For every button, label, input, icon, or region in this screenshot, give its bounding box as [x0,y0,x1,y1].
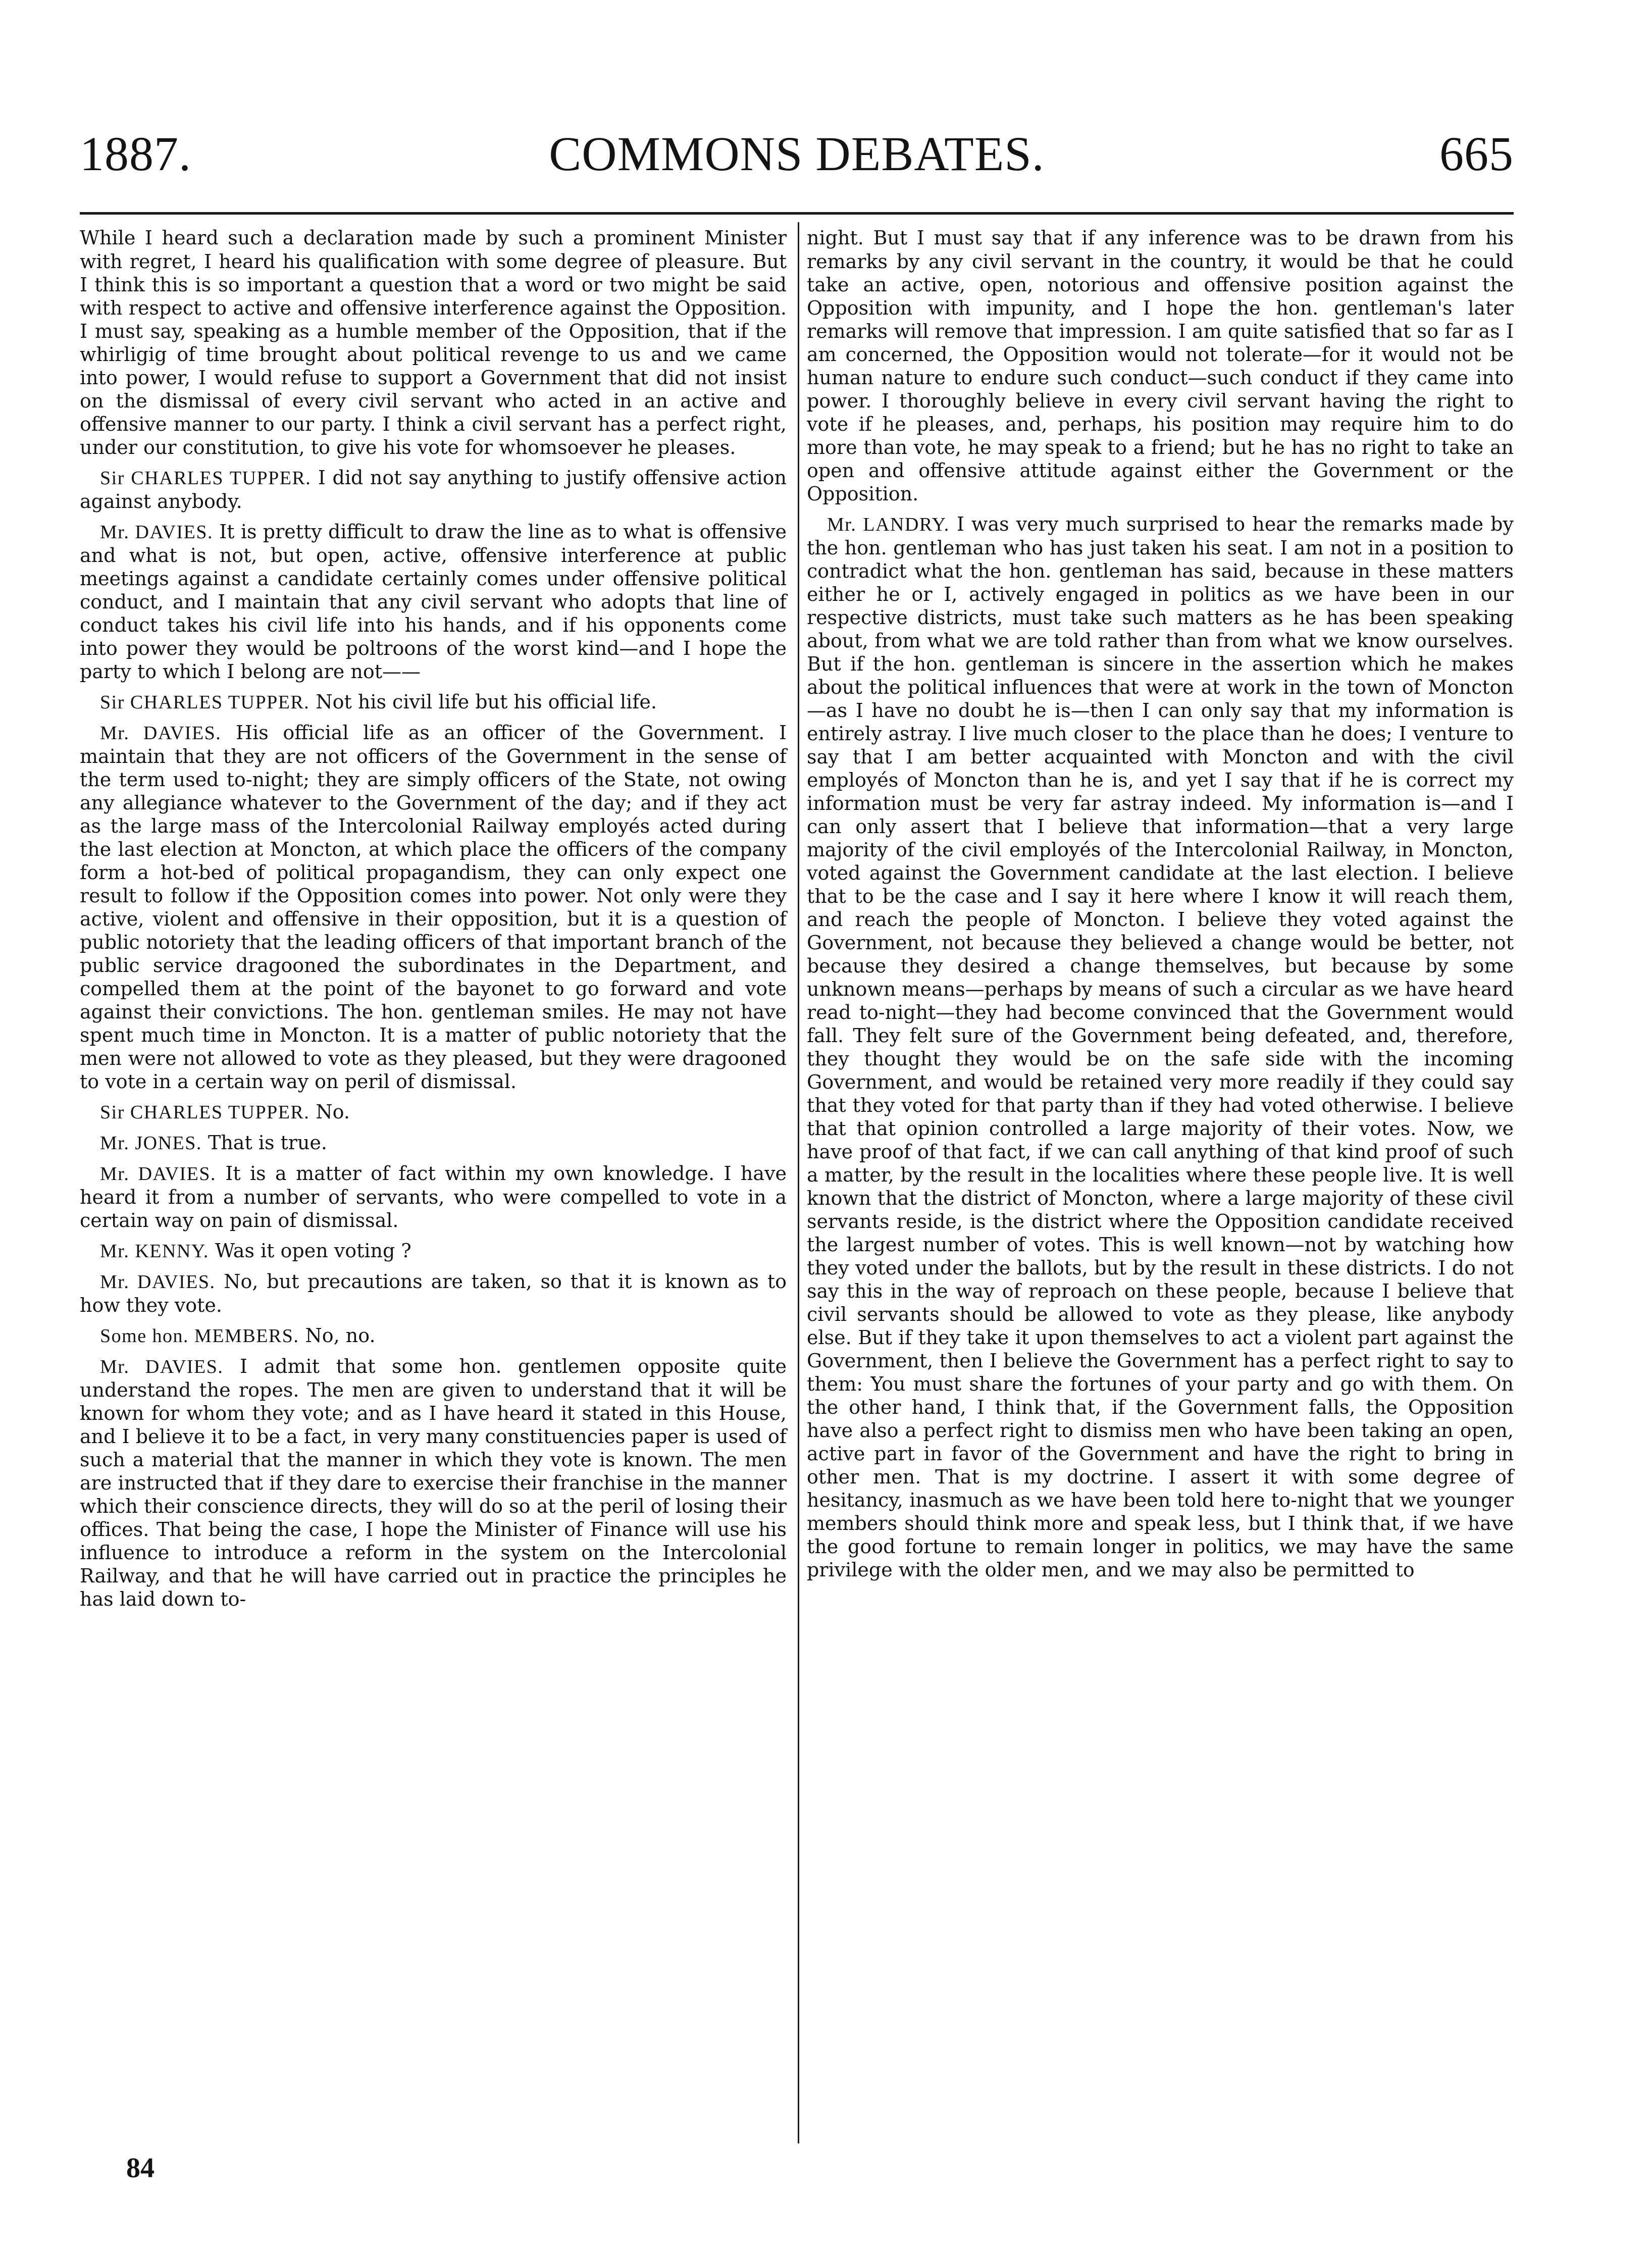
speaker-name: Mr. DAVIES. [100,1271,216,1293]
right-column [807,226,1514,1588]
paragraph [807,512,1514,1581]
speaker-name: Mr. LANDRY. [827,514,950,535]
speech-text: I admit that some hon. gentlemen opposite quite understand the ropes. The men are given to understand that it will be known for whom they vote; and as I have heard it stated in this House, and I believe it to be a fact, in very many constituencies paper is used of such a material that the manner in which they vote is known. The men are instructed that if they dare to exercise their franchise in the manner which their conscience directs, they will do so at the peril of losing their offices. That being the case, I hope the Minister of Finance will use his influence to introduce a reform in the system on the Intercolonial Railway, and that he will have carried out in practice the principles he has laid down to- [80,1355,787,1610]
header-title: COMMONS DEBATES. [549,127,1045,181]
paragraph [807,226,1514,505]
speech-text: It is pretty difficult to draw the line as to what is offensive and what is not, but open, active, offensive interference at public meetings against a candidate certainly comes under offensive political conduct, and I maintain that any civil servant who adopts that line of conduct takes his civil life into his hands, and if his opponents come into power they would be poltroons of the worst kind—and I hope the party to which I belong are not—— [80,521,787,683]
signature-mark: 84 [126,2152,154,2184]
column-divider [798,222,799,2143]
speaker-name: Mr. DAVIES. [100,522,213,543]
speaker-name: Some hon. MEMBERS. [100,1325,299,1347]
paragraph [80,466,787,513]
speaker-name: Mr. DAVIES. [100,723,222,744]
speech-text: While I heard such a declaration made by such a prominent Minister with regret, I heard his qualification with some degree of pleasure. But I think this is so important a question that a word or two might be said with respect to active and offensive interference against the Opposition. I must say, speaking as a humble member of the Opposition, that if the whirligig of time brought about political revenge to us and we came into power, I would refuse to support a Government that did not insist on the dismissal of every civil servant who acted in an active and offensive manner to our party. I think a civil servant has a perfect right, under our constitution, to give his vote for whomsoever he pleases. [80,227,787,458]
speech-text: I was very much surprised to hear the remarks made by the hon. gentleman who has just taken his seat. I am not in a position to contradict what the hon. gentleman has said, because in these matters either he or I, actively engaged in politics as we have been in our respective districts, must take such matters as he has been speaking about, from what we are told rather than from what we know ourselves. But if the hon. gentleman is sincere in the assertion which he makes about the political influences that were at work in the town of Moncton—as I have no doubt he is—then I can only say that my information is entirely astray. I live much closer to the place than he does; I venture to say that I am better acquainted with Moncton and with the civil employés of Moncton than he is, and yet I say that if he is correct my information must be very far astray indeed. My information is—and I can only assert that I believe that information—that a very large majority of the civil employés of the Intercolonial Railway, in Moncton, voted against the Government candidate at the last election. I believe that to be the case and I say it here where I know it will reach them, and reach the people of Moncton. I believe they voted against the Government, not because they believed a change would be better, not because they desired a change themselves, but because by some unknown means—perhaps by means of such a circular as we have heard read to-night—they had become convinced that the Government would fall. They felt sure of the Government being defeated, and, therefore, they thought they would be on the safe side with the incoming Government, and would be retained very more readily if they could say that they voted for that party than if they had voted otherwise. I believe that that opinion controlled a large majority of their votes. Now, we have proof of that fact, if we can call anything of that kind proof of such a matter, by the result in the localities where these people live. It is well known that the district of Moncton, where a large majority of these civil servants reside, is the district where the Opposition candidate received the largest number of votes. This is well known—not by watching how they voted under the ballots, but by the result in these districts. I do not say this in the way of reproach on these people, because I believe that civil servants should be allowed to vote as they please, like anybody else. But if they take it upon themselves to act a violent part against the Government, then I believe the Government has a perfect right to say to them: You must share the fortunes of your party and go with them. On the other hand, I think that, if the Government falls, the Opposition have also a perfect right to dismiss men who have been taking an open, active part in favor of the Government and have the right to bring in other men. That is my doctrine. I assert it with some degree of hesitancy, inasmuch as we have been told here to-night that we younger members should think more and speak less, but I think that, if we have the good fortune to remain longer in politics, we may have the same privilege with the older men, and we may also be permitted to [807,513,1514,1581]
paragraph [80,1131,787,1155]
paragraph [80,1270,787,1317]
speech-text: Was it open voting ? [215,1240,411,1262]
header-page-number: 665 [1439,127,1514,181]
paragraph [80,1324,787,1348]
speaker-name: Sir CHARLES TUPPER. [100,1102,310,1123]
speech-text: No, no. [305,1324,376,1347]
speaker-name: Mr. KENNY. [100,1241,209,1262]
paragraph [80,1100,787,1124]
speech-text: Not his civil life but his official life. [316,691,657,713]
speech-text: It is a matter of fact within my own knowledge. I have heard it from a number of servants, who were compelled to vote in a certain way on pain of dismissal. [80,1162,787,1232]
left-column [80,226,787,1618]
speech-text: No. [316,1101,350,1123]
speech-text: That is true. [208,1132,328,1154]
speaker-name: Mr. DAVIES. [100,1356,224,1377]
paragraph [80,1355,787,1611]
header-rule [80,212,1514,215]
speech-text: His official life as an officer of the Government. I maintain that they are not officers of the Government in the sense of the term used to-night; they are simply officers of the State, not owing any allegiance whatever to the Government of the day; and if they act as the large mass of the Intercolonial Railway employés acted during the last election at Moncton, at which place the officers of the company form a hot-bed of political propagandism, they can only expect one result to follow if the Opposition comes into power. Not only were they active, violent and offensive in their opposition, but it is a question of public notoriety that the leading officers of that important branch of the public service dragooned the subordinates in the Department, and compelled them at the point of the bayonet to go forward and vote against their convictions. The hon. gentleman smiles. He may not have spent much time in Moncton. It is a matter of public notoriety that the men were not allowed to vote as they pleased, but they were dragooned to vote in a certain way on peril of dismissal. [80,722,787,1093]
speaker-name: Sir CHARLES TUPPER. [100,692,310,713]
page-header [80,126,1514,182]
header-year: 1887. [80,127,191,181]
speaker-name: Sir CHARLES TUPPER. [100,468,312,489]
speech-text: night. But I must say that if any inference was to be drawn from his remarks by any civil servant in the country, it would be that he could take an active, open, notorious and offensive position against the Opposition with impunity, and I hope the hon. gentleman's later remarks will remove that impression. I am quite satisfied that so far as I am concerned, the Opposition would not tolerate—for it would not be human nature to endure such conduct—such conduct if they came into power. I thoroughly believe in every civil servant having the right to vote if he pleases, and, perhaps, his position may require him to do more than vote, he may speak to a friend; but he has no right to take an open and offensive attitude against either the Government or the Opposition. [807,227,1514,505]
paragraph [80,1239,787,1263]
speech-text: I did not say anything to justify offensive action against anybody. [80,467,787,512]
paragraph [80,1162,787,1232]
paragraph [80,520,787,683]
speech-text: No, but precautions are taken, so that it is known as to how they vote. [80,1270,787,1316]
paragraph [80,226,787,459]
paragraph [80,721,787,1093]
paragraph [80,690,787,714]
speaker-name: Mr. JONES. [100,1133,202,1154]
speaker-name: Mr. DAVIES. [100,1163,217,1185]
